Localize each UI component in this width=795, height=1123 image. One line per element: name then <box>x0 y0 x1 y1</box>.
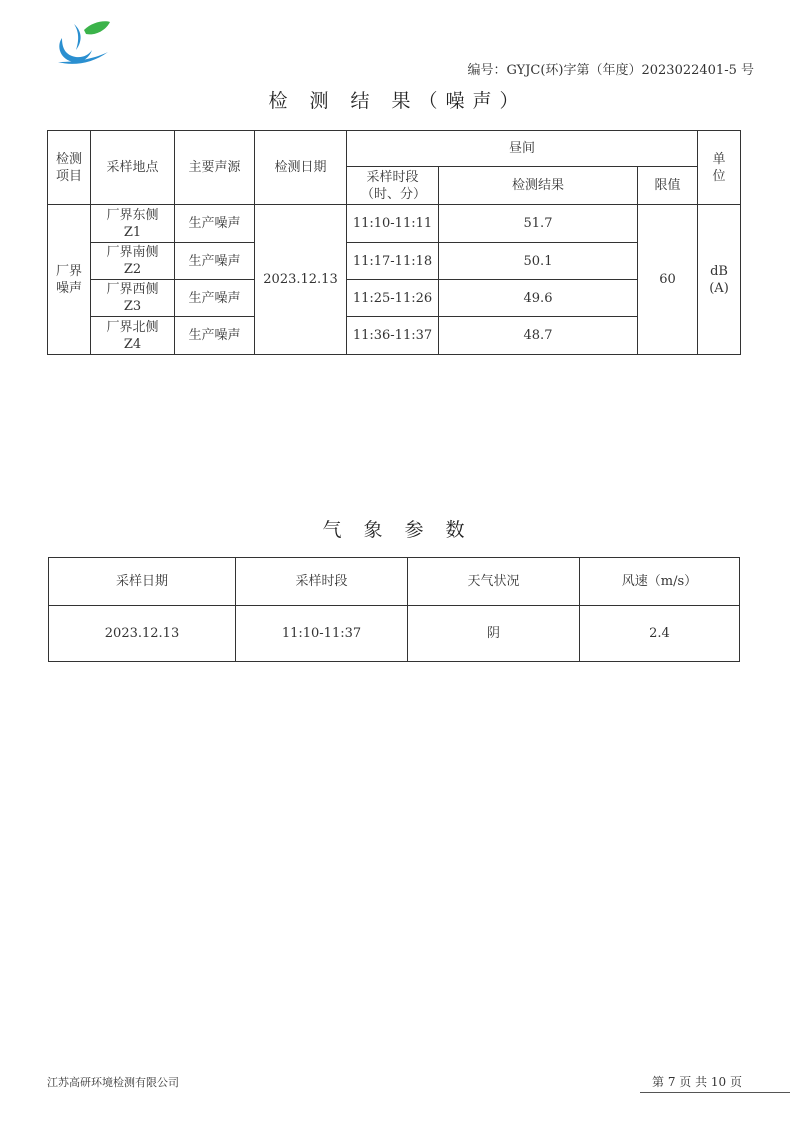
sampling-period-cell: 11:10-11:37 <box>236 606 408 662</box>
period-cell: 11:36-11:37 <box>347 317 439 355</box>
sampling-date-cell: 2023.12.13 <box>49 606 236 662</box>
source-cell: 生产噪声 <box>175 280 255 317</box>
weather-parameters-table <box>48 557 740 662</box>
table-row <box>48 243 741 280</box>
table-row <box>48 317 741 355</box>
company-logo <box>52 16 114 66</box>
header-weather-condition: 天气状况 <box>408 558 580 606</box>
table-row <box>48 280 741 317</box>
location-name: 厂界南侧 <box>106 245 159 260</box>
result-cell: 48.7 <box>439 317 638 355</box>
footer-divider <box>640 1092 790 1093</box>
location-name: 厂界东侧 <box>106 207 159 223</box>
header-daytime: 昼间 <box>347 131 698 167</box>
result-cell: 50.1 <box>439 243 638 280</box>
location-cell <box>91 243 175 280</box>
header-period: 采样时段（时、分） <box>347 167 439 205</box>
period-cell: 11:17-11:18 <box>347 243 439 280</box>
location-cell <box>91 205 175 243</box>
date-cell: 2023.12.13 <box>255 205 347 355</box>
header-source: 主要声源 <box>175 131 255 205</box>
page-number: 第 7 页 共 10 页 <box>652 1075 742 1089</box>
location-code: Z4 <box>123 336 142 352</box>
table-row <box>49 606 740 662</box>
header-date: 检测日期 <box>255 131 347 205</box>
header-limit: 限值 <box>638 167 698 205</box>
location-name: 厂界西侧 <box>106 282 159 297</box>
header-sampling-period: 采样时段 <box>236 558 408 606</box>
weather-parameters-title: 气 象 参 数 <box>322 519 473 541</box>
noise-results-table <box>47 130 741 355</box>
result-cell: 51.7 <box>439 205 638 243</box>
location-code: Z2 <box>123 262 142 277</box>
result-cell: 49.6 <box>439 280 638 317</box>
source-cell: 生产噪声 <box>175 317 255 355</box>
header-location: 采样地点 <box>91 131 175 205</box>
source-cell: 生产噪声 <box>175 205 255 243</box>
wind-speed-cell: 2.4 <box>580 606 740 662</box>
table-row <box>48 205 741 243</box>
header-unit: 单位 <box>698 131 741 205</box>
location-cell <box>91 280 175 317</box>
footer-company-name: 江苏高研环境检测有限公司 <box>47 1076 179 1089</box>
item-label: 厂界噪声 <box>48 205 91 355</box>
period-cell: 11:10-11:11 <box>347 205 439 243</box>
limit-cell: 60 <box>638 205 698 355</box>
unit-cell: dB (A) <box>698 205 741 355</box>
header-result: 检测结果 <box>439 167 638 205</box>
header-item: 检测项目 <box>48 131 91 205</box>
weather-condition-cell: 阴 <box>408 606 580 662</box>
noise-results-title: 检 测 结 果（噪声） <box>268 90 527 112</box>
source-cell: 生产噪声 <box>175 243 255 280</box>
location-code: Z3 <box>123 299 142 314</box>
location-code: Z1 <box>123 224 142 240</box>
location-cell <box>91 317 175 355</box>
location-name: 厂界北侧 <box>106 319 159 335</box>
header-wind-speed: 风速（m/s） <box>580 558 740 606</box>
header-sampling-date: 采样日期 <box>49 558 236 606</box>
report-number: 编号：GYJC(环)字第（年度）2023022401-5 号 <box>467 63 754 78</box>
period-cell: 11:25-11:26 <box>347 280 439 317</box>
